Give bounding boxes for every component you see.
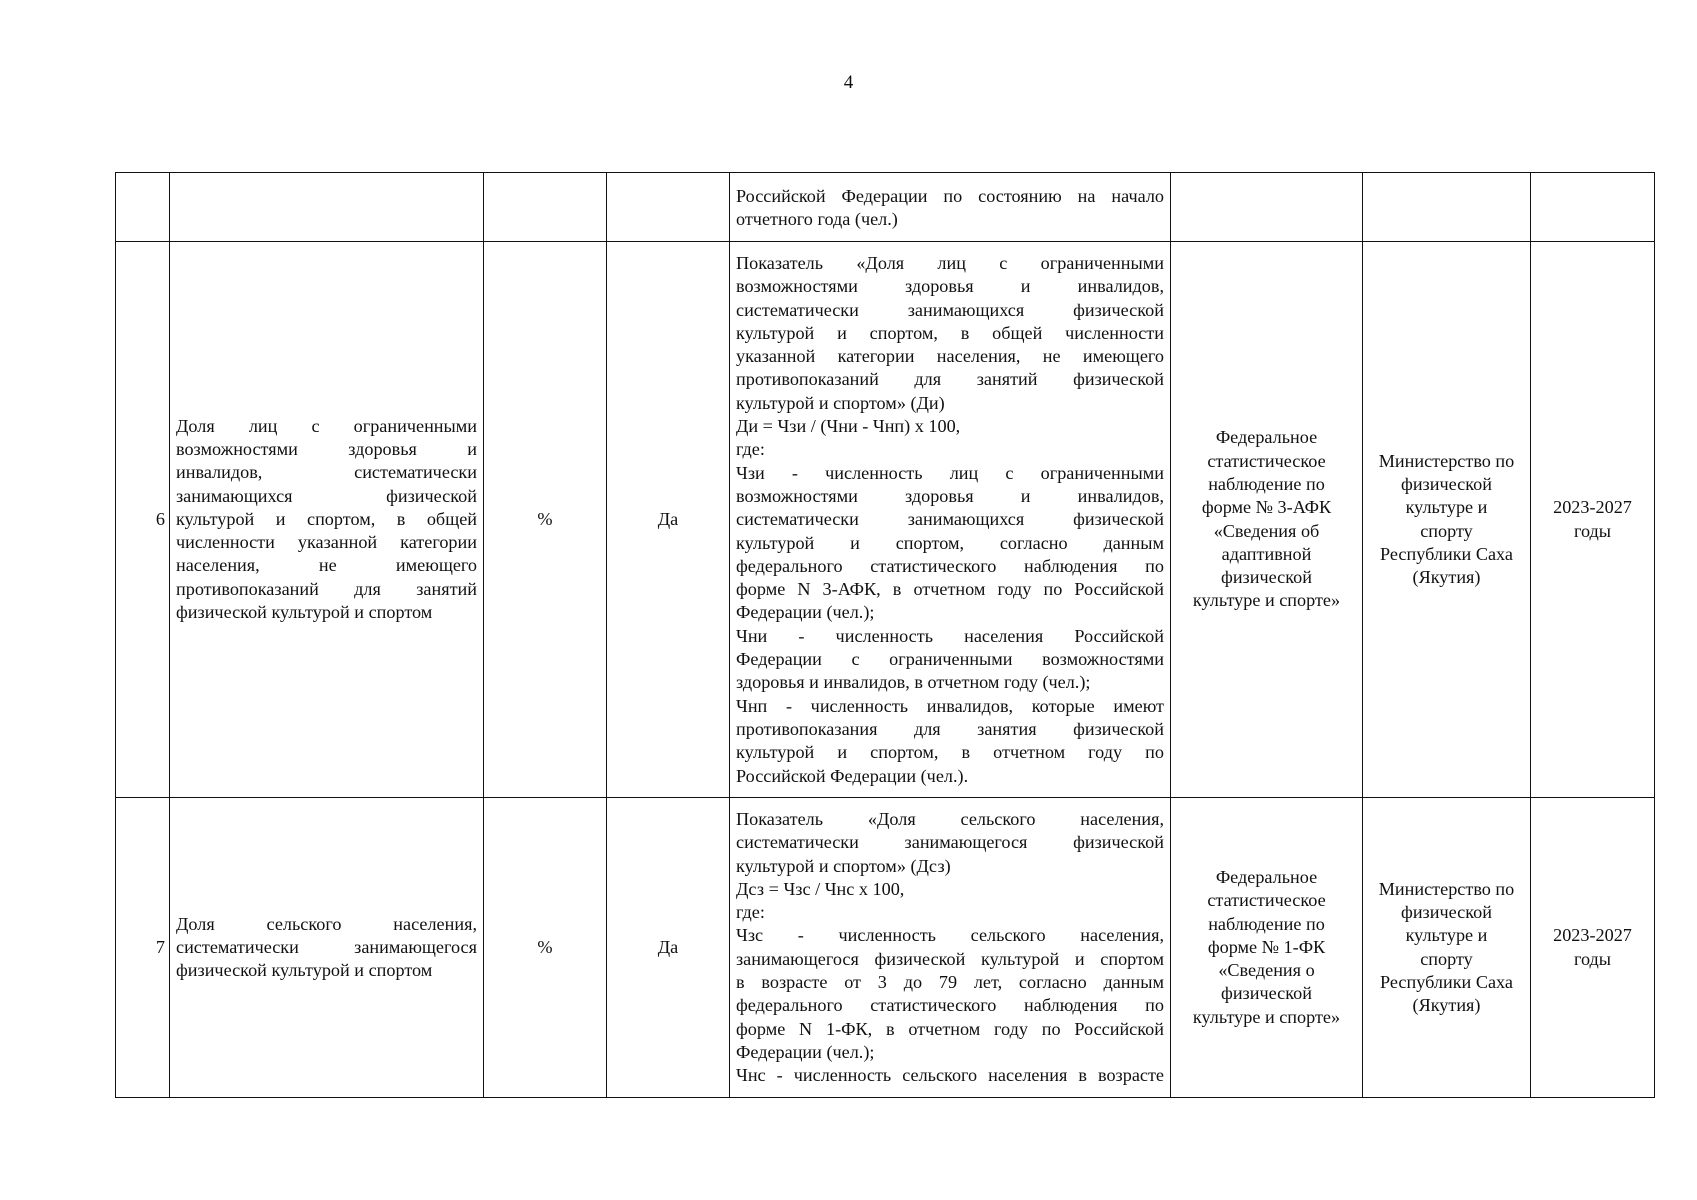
flag-cell bbox=[607, 173, 730, 242]
method-line: систематически занимающихся физической bbox=[736, 299, 1164, 320]
method-line: Российской Федерации (чел.). bbox=[736, 765, 969, 786]
cell-line: Федеральное bbox=[1215, 866, 1318, 887]
method-line: Федерации с ограниченными возможностями bbox=[736, 649, 1164, 670]
name-line: культурой и спортом, в общей bbox=[176, 508, 477, 529]
period-cell bbox=[1531, 242, 1655, 798]
responsible-cell bbox=[1363, 173, 1531, 242]
method-line: Федерации (чел.); bbox=[736, 602, 875, 623]
method-line: где: bbox=[736, 439, 765, 460]
name-line: противопоказаний для занятий bbox=[176, 578, 477, 599]
unit-cell bbox=[484, 173, 607, 242]
source-cell bbox=[1171, 173, 1363, 242]
cell-line: спорту bbox=[1420, 520, 1473, 541]
method-line: здоровья и инвалидов, в отчетном году (чел.); bbox=[736, 672, 1091, 693]
cell-line: форме № 3-АФК bbox=[1201, 497, 1332, 518]
responsible-cell bbox=[1363, 242, 1531, 798]
name-line: возможностями здоровья и bbox=[176, 438, 477, 459]
cell-line: форме № 1-ФК bbox=[1207, 936, 1326, 957]
name-line: физической культурой и спортом bbox=[176, 602, 433, 623]
name-line: систематически занимающегося bbox=[176, 936, 477, 957]
method-line: Федерации (чел.); bbox=[736, 1041, 875, 1062]
cell-line: культуре и спорте» bbox=[1192, 590, 1341, 611]
cell-line: «Сведения о bbox=[1218, 960, 1315, 981]
cell-line: Федеральное bbox=[1215, 427, 1318, 448]
period-cell bbox=[1531, 798, 1655, 1098]
cell-line: наблюдение по bbox=[1208, 473, 1325, 494]
cell-line: физической bbox=[1221, 567, 1312, 588]
cell-line: физической bbox=[1221, 983, 1312, 1004]
responsible-cell bbox=[1363, 798, 1531, 1098]
cell-line: культуре и спорте» bbox=[1192, 1006, 1341, 1027]
method-line: где: bbox=[736, 902, 765, 923]
cell-line: спорту bbox=[1420, 948, 1473, 969]
method-line: Показатель «Доля сельского населения, bbox=[736, 809, 1164, 829]
method-line: Чзс - численность сельского населения, bbox=[736, 925, 1164, 946]
cell-line: Республики Саха bbox=[1380, 543, 1513, 564]
indicator-name-cell bbox=[170, 798, 484, 1098]
method-line: противопоказаний для занятий физической bbox=[736, 369, 1164, 390]
method-line: культурой и спортом, согласно данным bbox=[736, 532, 1164, 553]
name-line: инвалидов, систематически bbox=[176, 462, 477, 483]
source-cell bbox=[1171, 242, 1363, 798]
cell-line: (Якутия) bbox=[1412, 995, 1481, 1016]
method-line: Показатель «Доля лиц с ограниченными bbox=[736, 253, 1164, 273]
method-line: в возрасте от 3 до 79 лет, согласно данным bbox=[736, 972, 1164, 993]
cell-line: физической bbox=[1401, 901, 1492, 922]
method-cell bbox=[730, 173, 1171, 242]
method-line: Чнс - численность сельского населения в возрасте bbox=[736, 1065, 1164, 1086]
indicator-name-cell bbox=[170, 242, 484, 798]
method-cell bbox=[730, 242, 1171, 798]
row-number-cell: 7 bbox=[116, 798, 170, 1098]
cell-line: годы bbox=[1573, 520, 1612, 541]
cell-line: статистическое bbox=[1207, 890, 1326, 911]
cell-line: статистическое bbox=[1207, 450, 1326, 471]
method-cell bbox=[730, 798, 1171, 1098]
method-line: систематически занимающегося физической bbox=[736, 832, 1164, 853]
flag-cell: Да bbox=[607, 242, 730, 798]
method-line: форме N 1-ФК, в отчетном году по Российской bbox=[736, 1018, 1164, 1039]
unit-cell: % bbox=[484, 798, 607, 1098]
cell-line: Республики Саха bbox=[1380, 971, 1513, 992]
method-line: занимающегося физической культурой и спортом bbox=[736, 948, 1164, 969]
row-number-cell: 6 bbox=[116, 242, 170, 798]
method-line: отчетного года (чел.) bbox=[736, 209, 898, 230]
method-line: противопоказания для занятия физической bbox=[736, 718, 1164, 739]
indicator-name-cell bbox=[170, 173, 484, 242]
flag-cell: Да bbox=[607, 798, 730, 1098]
page-number: 4 bbox=[843, 72, 854, 93]
name-line: физической культурой и спортом bbox=[176, 960, 433, 981]
cell-line: 2023-2027 bbox=[1553, 925, 1632, 946]
cell-line: Министерство по bbox=[1378, 450, 1515, 471]
method-line: форме N 3-АФК, в отчетном году по Российской bbox=[736, 579, 1164, 600]
name-line: Доля сельского населения, bbox=[176, 913, 477, 934]
method-line: возможностями здоровья и инвалидов, bbox=[736, 276, 1164, 297]
method-line: Российской Федерации по состоянию на начало bbox=[736, 186, 1164, 206]
name-line: численности указанной категории bbox=[176, 532, 477, 553]
method-line: культурой и спортом» (Ди) bbox=[736, 392, 945, 413]
cell-line: годы bbox=[1573, 948, 1612, 969]
cell-line: физической bbox=[1401, 473, 1492, 494]
source-cell bbox=[1171, 798, 1363, 1098]
name-line: занимающихся физической bbox=[176, 485, 477, 506]
method-line: возможностями здоровья и инвалидов, bbox=[736, 485, 1164, 506]
cell-line: культуре и bbox=[1405, 497, 1488, 518]
table-row-6 bbox=[116, 242, 1655, 798]
cell-line: (Якутия) bbox=[1412, 567, 1481, 588]
indicators-table bbox=[115, 172, 1655, 1098]
cell-line: Министерство по bbox=[1378, 878, 1515, 899]
method-line: указанной категории населения, не имеющего bbox=[736, 346, 1164, 367]
method-line: Чнп - численность инвалидов, которые имеют bbox=[736, 695, 1164, 716]
cell-line: культуре и bbox=[1405, 925, 1488, 946]
unit-cell: % bbox=[484, 242, 607, 798]
method-line: Чни - численность населения Российской bbox=[736, 625, 1164, 646]
name-line: Доля лиц с ограниченными bbox=[176, 415, 477, 436]
method-line: федерального статистического наблюдения по bbox=[736, 995, 1164, 1016]
cell-line: 2023-2027 bbox=[1553, 497, 1632, 518]
row-number-cell bbox=[116, 173, 170, 242]
method-line: систематически занимающихся физической bbox=[736, 509, 1164, 530]
method-line: Чзи - численность лиц с ограниченными bbox=[736, 462, 1164, 483]
method-line: культурой и спортом» (Дсз) bbox=[736, 855, 951, 876]
method-line: культурой и спортом, в отчетном году по bbox=[736, 742, 1164, 763]
method-line: Ди = Чзи / (Чни - Чнп) х 100, bbox=[736, 416, 961, 437]
table-row-continuation bbox=[116, 173, 1655, 242]
cell-line: наблюдение по bbox=[1208, 913, 1325, 934]
method-line: культурой и спортом, в общей численности bbox=[736, 322, 1164, 343]
cell-line: «Сведения об bbox=[1213, 520, 1320, 541]
method-line: Дсз = Чзс / Чнс х 100, bbox=[736, 878, 905, 899]
cell-line: адаптивной bbox=[1221, 543, 1312, 564]
name-line: населения, не имеющего bbox=[176, 555, 477, 576]
table-row-7 bbox=[116, 798, 1655, 1098]
period-cell bbox=[1531, 173, 1655, 242]
method-line: федерального статистического наблюдения по bbox=[736, 555, 1164, 576]
